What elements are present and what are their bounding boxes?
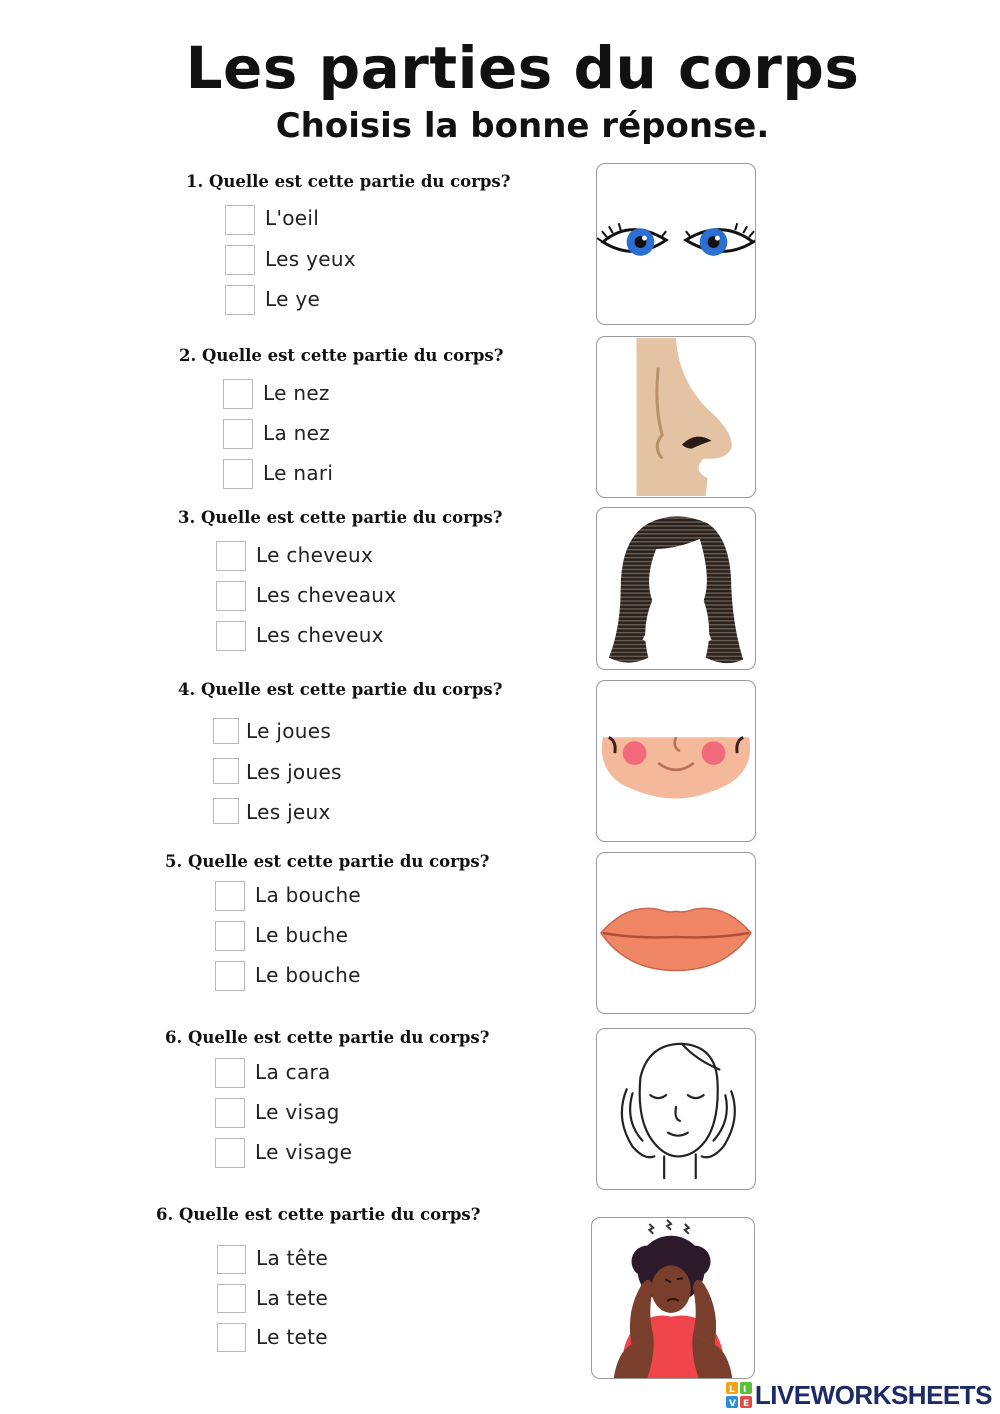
option-label: La nez bbox=[263, 421, 331, 445]
option-label: Le visag bbox=[255, 1100, 340, 1124]
option-label: Les joues bbox=[246, 760, 342, 784]
image-card-head bbox=[591, 1217, 755, 1379]
option-label: Le visage bbox=[255, 1140, 353, 1164]
option-label: Le ye bbox=[265, 287, 321, 311]
option-label: La tête bbox=[256, 1246, 329, 1270]
option-label: Le tete bbox=[256, 1325, 328, 1349]
image-card-eyes bbox=[596, 163, 756, 325]
eyes-icon bbox=[597, 164, 755, 324]
checkbox[interactable] bbox=[213, 718, 239, 744]
checkbox[interactable] bbox=[215, 1138, 245, 1168]
face-icon bbox=[597, 1029, 755, 1189]
liveworksheets-brand bbox=[726, 1380, 992, 1410]
logo-letter-l: L bbox=[728, 1385, 735, 1395]
brand-text: LIVEWORKSHEETS bbox=[754, 1379, 992, 1410]
checkbox[interactable] bbox=[216, 541, 246, 571]
question-label: 2. Quelle est cette partie du corps? bbox=[179, 346, 504, 365]
checkbox[interactable] bbox=[217, 1323, 246, 1352]
checkbox[interactable] bbox=[215, 881, 245, 911]
image-card-cheeks bbox=[596, 680, 756, 842]
checkbox[interactable] bbox=[223, 379, 253, 409]
question-label: 3. Quelle est cette partie du corps? bbox=[178, 508, 503, 527]
option-label: Le nez bbox=[263, 381, 330, 405]
option-label: Les cheveaux bbox=[256, 583, 397, 607]
option-label: Les yeux bbox=[265, 247, 356, 271]
option-label: Le buche bbox=[255, 923, 349, 947]
logo-letter-e: E bbox=[742, 1399, 750, 1408]
logo-letter-v: V bbox=[728, 1399, 736, 1408]
checkbox[interactable] bbox=[225, 205, 255, 235]
option-label: La cara bbox=[255, 1060, 331, 1084]
checkbox[interactable] bbox=[215, 921, 245, 951]
checkbox[interactable] bbox=[225, 245, 255, 275]
checkbox[interactable] bbox=[223, 419, 253, 449]
image-card-face bbox=[596, 1028, 756, 1190]
question-label: 1. Quelle est cette partie du corps? bbox=[186, 172, 511, 191]
option-label: Le cheveux bbox=[256, 543, 374, 567]
option-label: La bouche bbox=[255, 883, 362, 907]
checkbox[interactable] bbox=[215, 1058, 245, 1088]
checkbox[interactable] bbox=[217, 1284, 246, 1313]
nose-icon bbox=[597, 337, 755, 497]
checkbox[interactable] bbox=[215, 1098, 245, 1128]
cheeks-icon bbox=[597, 681, 755, 841]
option-label: Le nari bbox=[263, 461, 334, 485]
question-label: 5. Quelle est cette partie du corps? bbox=[165, 852, 490, 871]
checkbox[interactable] bbox=[213, 758, 239, 784]
option-label: Le bouche bbox=[255, 963, 361, 987]
question-label: 6. Quelle est cette partie du corps? bbox=[156, 1205, 481, 1224]
logo-letter-i: I bbox=[742, 1385, 747, 1395]
option-label: Les jeux bbox=[246, 800, 331, 824]
option-label: La tete bbox=[256, 1286, 329, 1310]
page-subtitle: Choisis la bonne réponse. bbox=[275, 106, 770, 146]
page-title: Les parties du corps bbox=[185, 34, 860, 102]
question-label: 4. Quelle est cette partie du corps? bbox=[178, 680, 503, 699]
checkbox[interactable] bbox=[215, 961, 245, 991]
checkbox[interactable] bbox=[213, 798, 239, 824]
option-label: L'oeil bbox=[265, 206, 320, 230]
checkbox[interactable] bbox=[217, 1245, 246, 1274]
option-label: Les cheveux bbox=[256, 623, 384, 647]
checkbox[interactable] bbox=[225, 285, 255, 315]
question-label: 6. Quelle est cette partie du corps? bbox=[165, 1028, 490, 1047]
checkbox[interactable] bbox=[223, 459, 253, 489]
checkbox[interactable] bbox=[216, 581, 246, 611]
liveworksheets-logo-icon bbox=[726, 1382, 752, 1408]
checkbox[interactable] bbox=[216, 621, 246, 651]
image-card-lips bbox=[596, 852, 756, 1014]
lips-icon bbox=[597, 853, 755, 1013]
image-card-nose bbox=[596, 336, 756, 498]
option-label: Le joues bbox=[246, 719, 332, 743]
image-card-hair bbox=[596, 507, 756, 670]
head-icon bbox=[592, 1218, 754, 1378]
hair-icon bbox=[597, 508, 755, 669]
